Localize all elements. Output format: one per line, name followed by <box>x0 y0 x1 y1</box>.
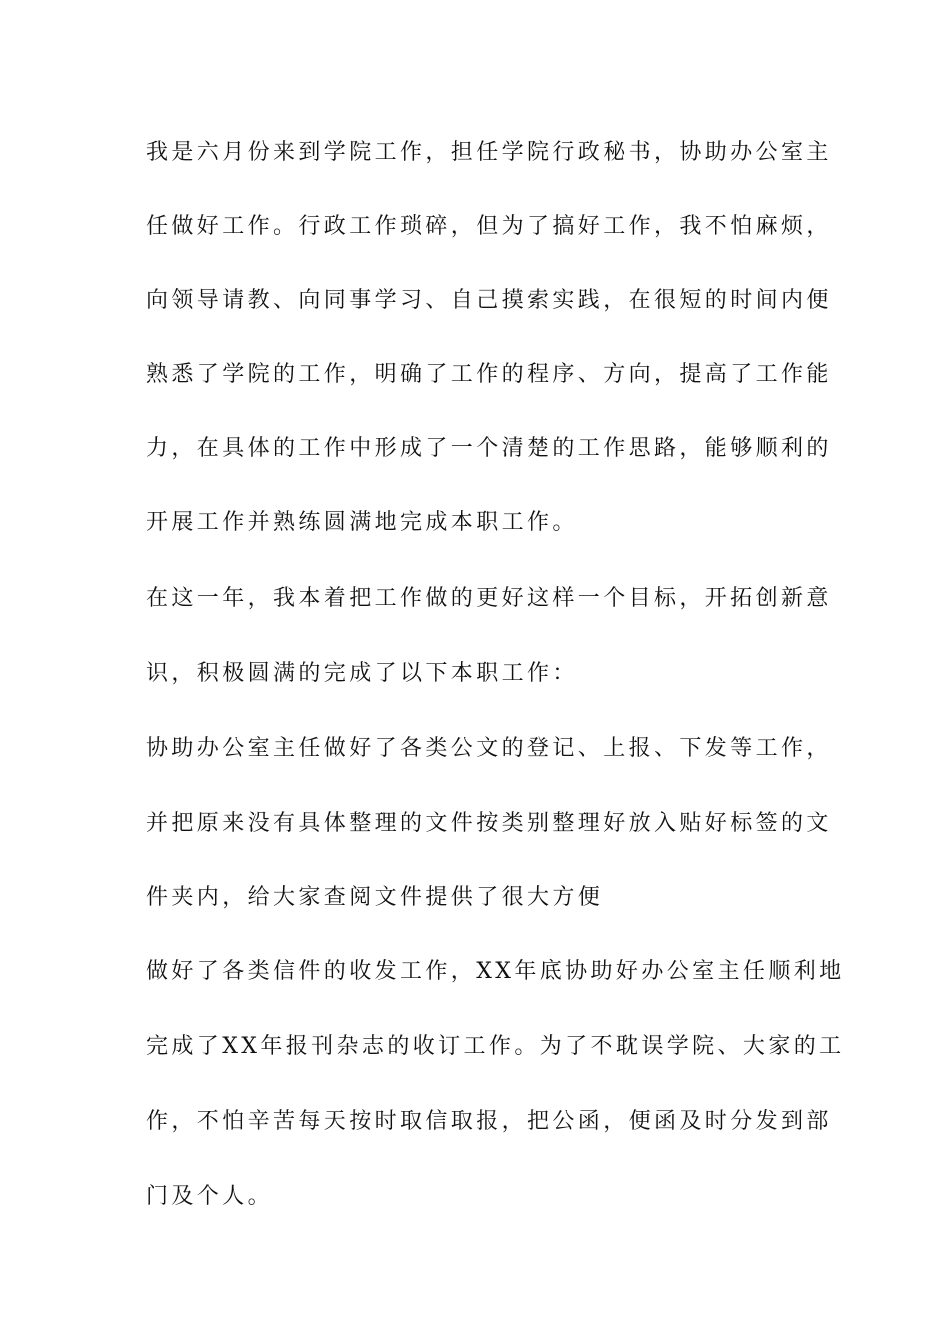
paragraph-1-line-2: 任做好工作。行政工作琐碎，但为了搞好工作，我不怕麻烦， <box>146 214 832 239</box>
paragraph-4-line-3: 作，不怕辛苦每天按时取信取报，把公函，便函及时分发到部 <box>146 1109 832 1134</box>
paragraph-4-line-4: 门及个人。 <box>146 1184 274 1209</box>
paragraph-3-line-3: 件夹内，给大家查阅文件提供了很大方便 <box>146 885 604 910</box>
paragraph-4-line-1: 做好了各类信件的收发工作，XX年底协助好办公室主任顺利地 <box>146 959 845 984</box>
paragraph-3-line-1: 协助办公室主任做好了各类公文的登记、上报、下发等工作， <box>146 736 832 761</box>
paragraph-4-line-2: 完成了XX年报刊杂志的收订工作。为了不耽误学院、大家的工 <box>146 1034 845 1059</box>
paragraph-3-line-2: 并把原来没有具体整理的文件按类别整理好放入贴好标签的文 <box>146 811 832 836</box>
paragraph-1-line-4: 熟悉了学院的工作，明确了工作的程序、方向，提高了工作能 <box>146 362 832 387</box>
paragraph-2-line-1: 在这一年，我本着把工作做的更好这样一个目标，开拓创新意 <box>146 586 832 611</box>
paragraph-1-line-3: 向领导请教、向同事学习、自己摸索实践，在很短的时间内便 <box>146 288 832 313</box>
paragraph-2-line-2: 识，积极圆满的完成了以下本职工作： <box>146 661 578 686</box>
paragraph-1-line-6: 开展工作并熟练圆满地完成本职工作。 <box>146 510 578 535</box>
paragraph-1-line-5: 力，在具体的工作中形成了一个清楚的工作思路，能够顺利的 <box>146 436 832 461</box>
paragraph-1-line-1: 我是六月份来到学院工作，担任学院行政秘书，协助办公室主 <box>146 140 832 165</box>
